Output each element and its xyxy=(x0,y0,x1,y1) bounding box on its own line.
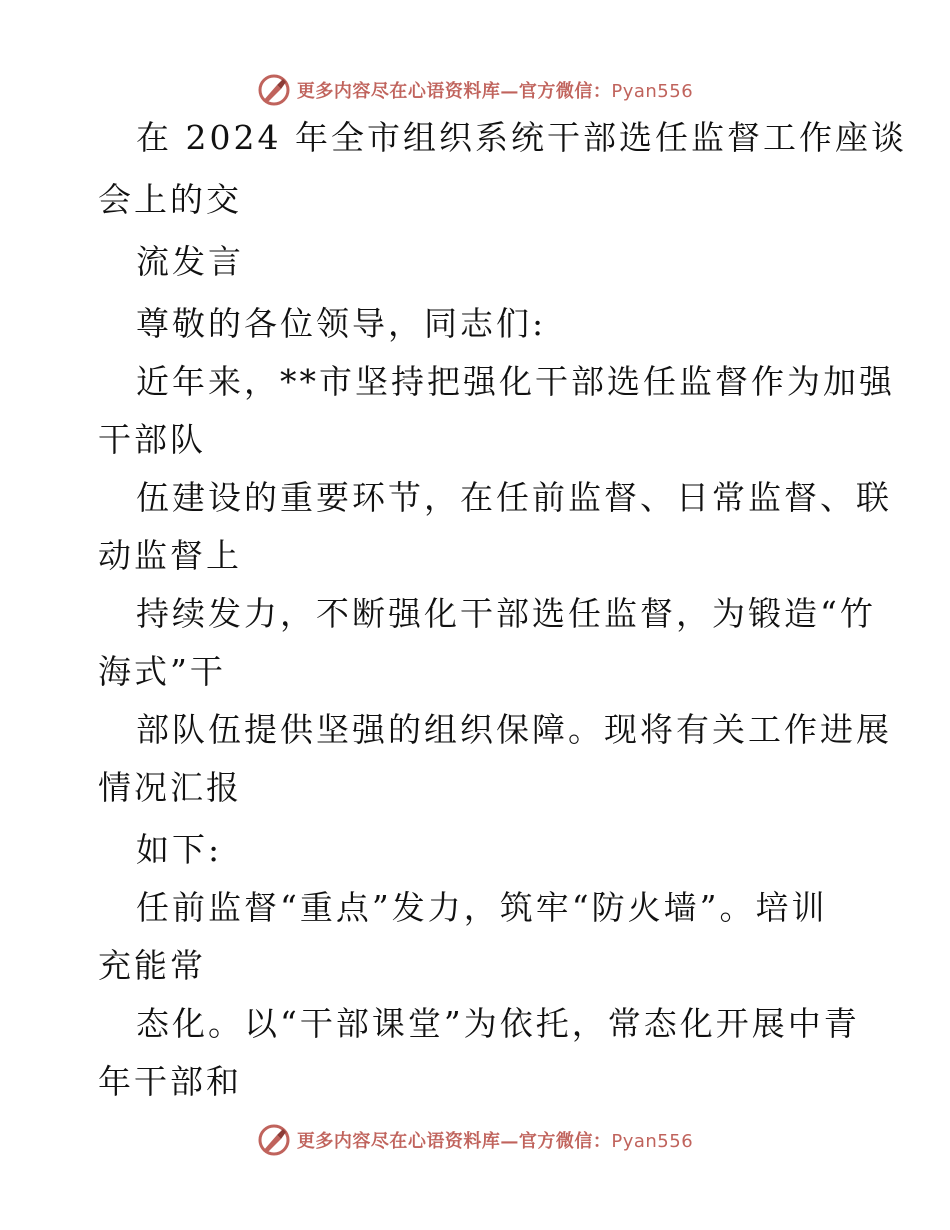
text-line: 尊敬的各位领导，同志们: xyxy=(136,304,547,343)
text-line: 干部队 xyxy=(98,420,206,459)
text-line: 充能常 xyxy=(98,946,206,985)
text-line: 海式”干 xyxy=(98,652,226,691)
text-line: 流发言 xyxy=(136,242,244,281)
watermark-text: 更多内容尽在心语资料库—官方微信：Pyan556 xyxy=(296,81,694,102)
text-line: 情况汇报 xyxy=(98,768,242,807)
text-line: 会上的交 xyxy=(98,180,242,219)
text-line: 近年来，**市坚持把强化干部选任监督作为加强 xyxy=(136,362,895,401)
text-line: 部队伍提供坚强的组织保障。现将有关工作进展 xyxy=(136,710,892,749)
text-line: 伍建设的重要环节，在任前监督、日常监督、联 xyxy=(136,478,892,517)
footer-watermark xyxy=(0,1120,950,1160)
header-watermark xyxy=(0,70,950,110)
text-line: 如下: xyxy=(136,830,223,869)
text-line: 持续发力，不断强化干部选任监督，为锻造“竹 xyxy=(136,594,876,633)
text-line: 任前监督“重点”发力，筑牢“防火墙”。培训 xyxy=(136,888,828,927)
text-line: 态化。以“干部课堂”为依托，常态化开展中青 xyxy=(136,1004,860,1043)
text-line: 在 2024 年全市组织系统干部选任监督工作座谈 xyxy=(136,118,907,157)
watermark-text: 更多内容尽在心语资料库—官方微信：Pyan556 xyxy=(296,1131,694,1152)
text-line: 年干部和 xyxy=(98,1062,242,1101)
text-line: 动监督上 xyxy=(98,536,242,575)
pen-logo-icon xyxy=(257,73,291,107)
pen-logo-icon xyxy=(257,1123,291,1157)
